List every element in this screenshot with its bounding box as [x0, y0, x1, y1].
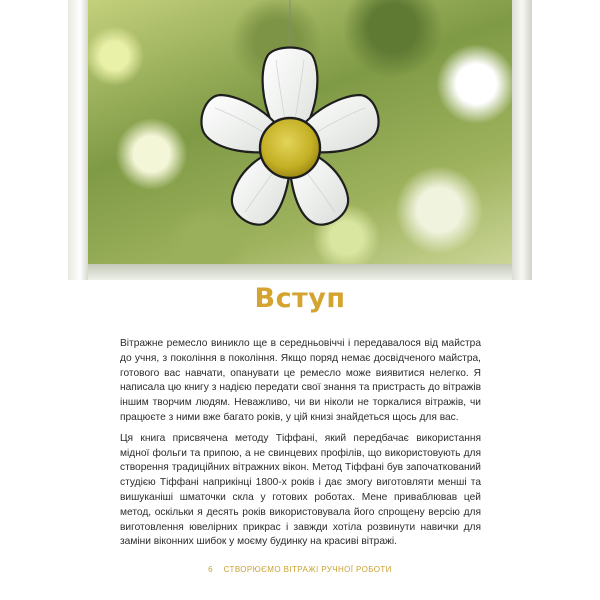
body-text — [120, 337, 481, 556]
window-frame-right — [512, 0, 532, 280]
window-frame-left — [68, 0, 88, 280]
window-frame-bottom — [88, 264, 512, 280]
running-title: СТВОРЮЄМО ВІТРАЖІ РУЧНОЇ РОБОТИ — [223, 565, 392, 574]
paragraph-2: Ця книга присвячена методу Тіффані, який передбачає використання мідної фольги та припою, а не свинцевих профілів, що використовують для створення традиційних вітражних вікон. Метод Тіффані був започаткований студією Тіффані наприкінці 1800-х років і дає змогу виготовляти менші та вишуканіші шматочки скла у готових роботах. Мене приваблював цей метод, оскільки я десять років використовувала його спрощену версію для виготовлення ювелірних прикрас і завжди хотіла розвинути навички для заміни віконних шибок у моєму будинку на красиві вітражі. — [120, 432, 481, 548]
page-footer — [0, 565, 600, 574]
page-heading: Вступ — [254, 283, 346, 314]
flower-center — [260, 118, 320, 178]
page-number: 6 — [208, 565, 213, 574]
stained-glass-flower-illustration — [180, 0, 400, 240]
paragraph-1: Вітражне ремесло виникло ще в середньовіччі і передавалося від майстра до учня, з покоління в покоління. Якщо поряд немає досвідченого майстра, готового вас навчати, опанувати це ремесло може виявитися нелегко. Я написала цю книгу з надією передати свої знання та пристрасть до вітражів іншим творчим людям. Неважливо, чи ви ніколи не торкалися вітражів, чи працюєте з ними вже багато років, у цій книзі знайдеться щось для вас. — [120, 338, 481, 423]
